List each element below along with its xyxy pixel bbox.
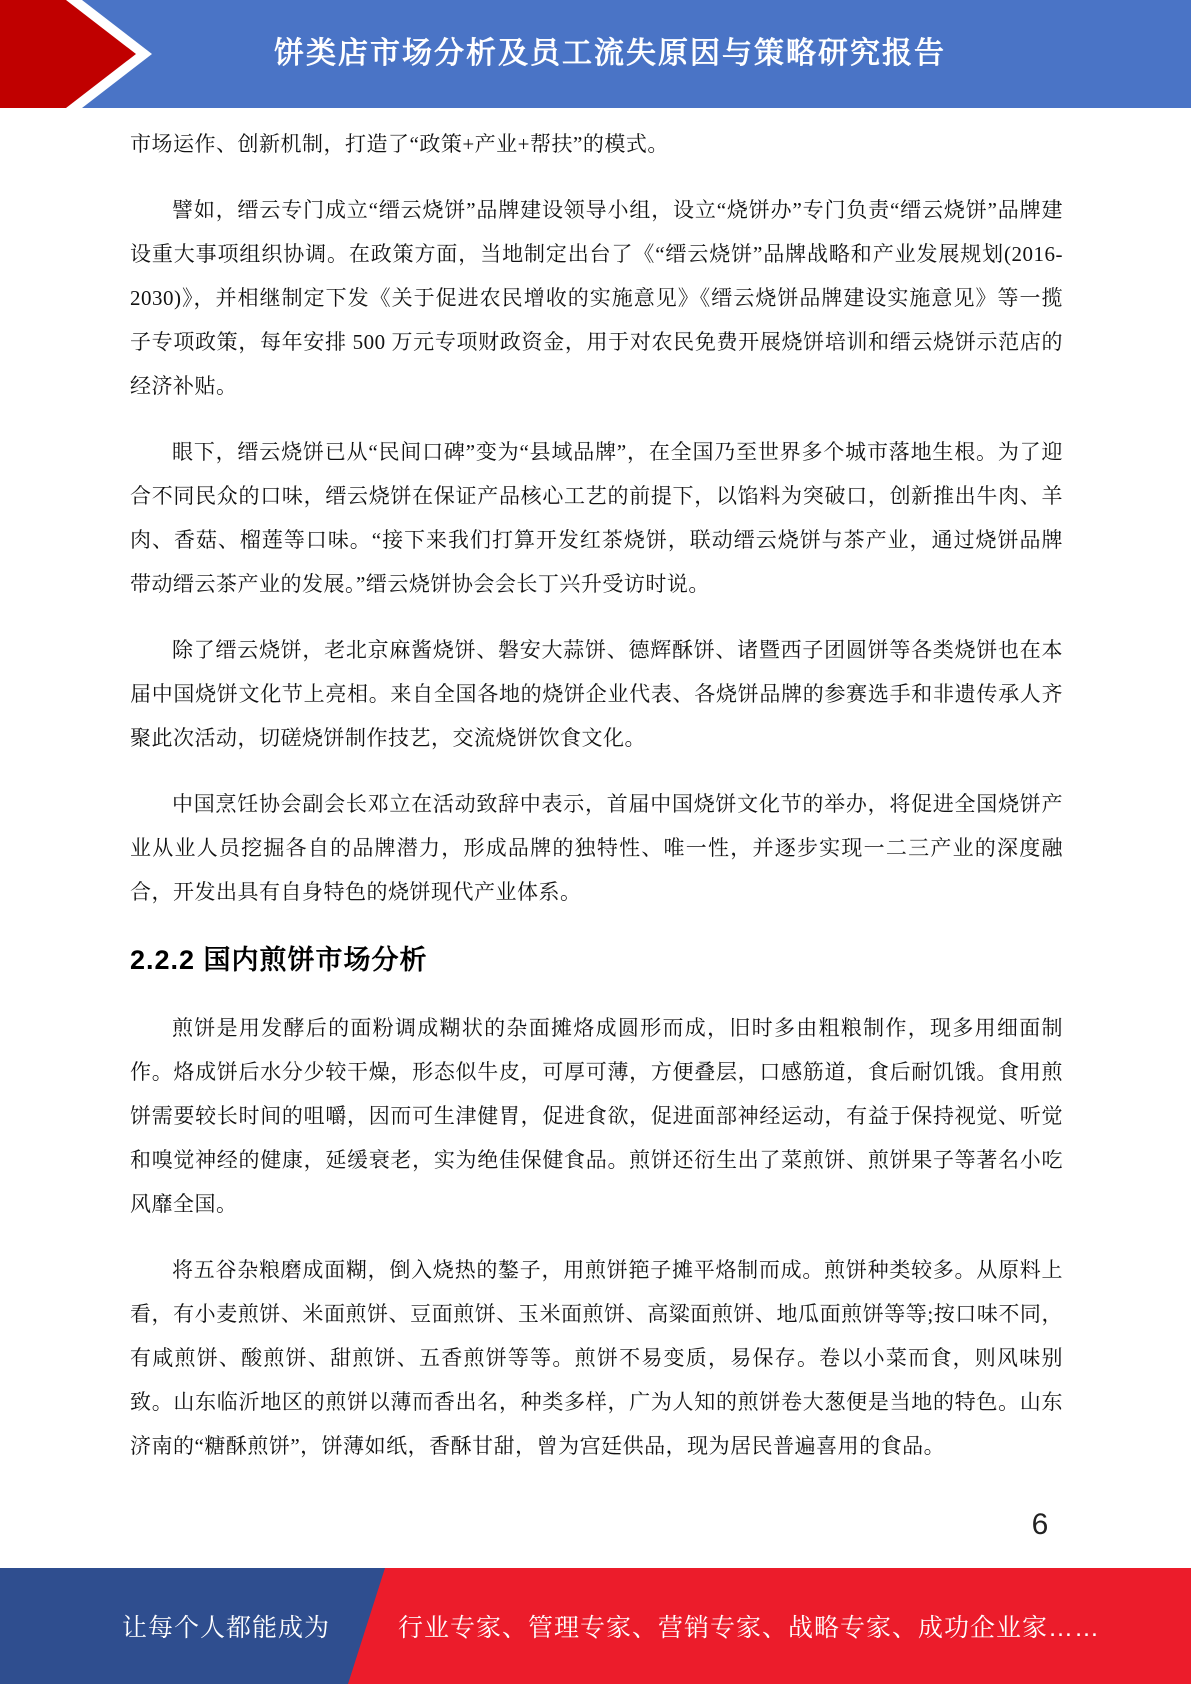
section-heading: 2.2.2 国内煎饼市场分析 xyxy=(130,945,428,975)
header-banner xyxy=(0,0,1191,108)
section-paragraph-1: 煎饼是用发酵后的面粉调成糊状的杂面摊烙成圆形而成，旧时多由粗粮制作，现多用细面制作。烙成饼后水分少较干燥，形态似牛皮，可厚可薄，方便叠层，口感筋道，食后耐饥饿。食用煎饼需要较长时间的咀嚼，因而可生津健胃，促进食欲，促进面部神经运动，有益于保持视觉、听觉和嗅觉神经的健康，延缓衰老，实为绝佳保健食品。煎饼还衍生出了菜煎饼、煎饼果子等著名小吃风靡全国。 xyxy=(130,1016,1063,1216)
footer-slogan: 让每个人都能成为 xyxy=(121,1614,330,1642)
paragraph-4: 除了缙云烧饼，老北京麻酱烧饼、磐安大蒜饼、德辉酥饼、诸暨西子团圆饼等各类烧饼也在本届中国烧饼文化节上亮相。来自全国各地的烧饼企业代表、各烧饼品牌的参赛选手和非遗传承人齐聚此次活动，切磋烧饼制作技艺，交流烧饼饮食文化。 xyxy=(130,638,1063,750)
section-paragraph-2: 将五谷杂粮磨成面糊，倒入烧热的鏊子，用煎饼筢子摊平烙制而成。煎饼种类较多。从原料上看，有小麦煎饼、米面煎饼、豆面煎饼、玉米面煎饼、高粱面煎饼、地瓜面煎饼等等;按口味不同，有咸煎饼、酸煎饼、甜煎饼、五香煎饼等等。煎饼不易变质，易保存。卷以小菜而食，则风味别致。山东临沂地区的煎饼以薄而香出名，种类多样，广为人知的煎饼卷大葱便是当地的特色。山东济南的“糖酥煎饼”，饼薄如纸，香酥甘甜，曾为宫廷供品，现为居民普遍喜用的食品。 xyxy=(130,1258,1063,1458)
page-title: 饼类店市场分析及员工流失原因与策略研究报告 xyxy=(274,37,946,70)
document-body xyxy=(130,122,1063,1490)
paragraph-2: 譬如，缙云专门成立“缙云烧饼”品牌建设领导小组，设立“烧饼办”专门负责“缙云烧饼”品牌建设重大事项组织协调。在政策方面，当地制定出台了《“缙云烧饼”品牌战略和产业发展规划(2016-2030)》，并相继制定下发《关于促进农民增收的实施意见》《缙云烧饼品牌建设实施意见》等一揽子专项政策，每年安排 500 万元专项财政资金，用于对农民免费开展烧饼培训和缙云烧饼示范店的经济补贴。 xyxy=(130,198,1063,398)
paragraph-1: 市场运作、创新机制，打造了“政策+产业+帮扶”的模式。 xyxy=(130,132,669,156)
paragraph-5: 中国烹饪协会副会长邓立在活动致辞中表示，首届中国烧饼文化节的举办，将促进全国烧饼产业从业人员挖掘各自的品牌潜力，形成品牌的独特性、唯一性，并逐步实现一二三产业的深度融合，开发出具有自身特色的烧饼现代产业体系。 xyxy=(130,792,1063,904)
page-number: 6 xyxy=(1031,1508,1049,1541)
paragraph-3: 眼下，缙云烧饼已从“民间口碑”变为“县域品牌”，在全国乃至世界多个城市落地生根。为了迎合不同民众的口味，缙云烧饼在保证产品核心工艺的前提下，以馅料为突破口，创新推出牛肉、羊肉、香菇、榴莲等口味。“接下来我们打算开发红茶烧饼，联动缙云烧饼与茶产业，通过烧饼品牌带动缙云茶产业的发展。”缙云烧饼协会会长丁兴升受访时说。 xyxy=(130,440,1063,596)
footer-expert-list: 行业专家、管理专家、营销专家、战略专家、成功企业家…… xyxy=(398,1614,1101,1642)
footer-banner xyxy=(0,1568,1191,1684)
